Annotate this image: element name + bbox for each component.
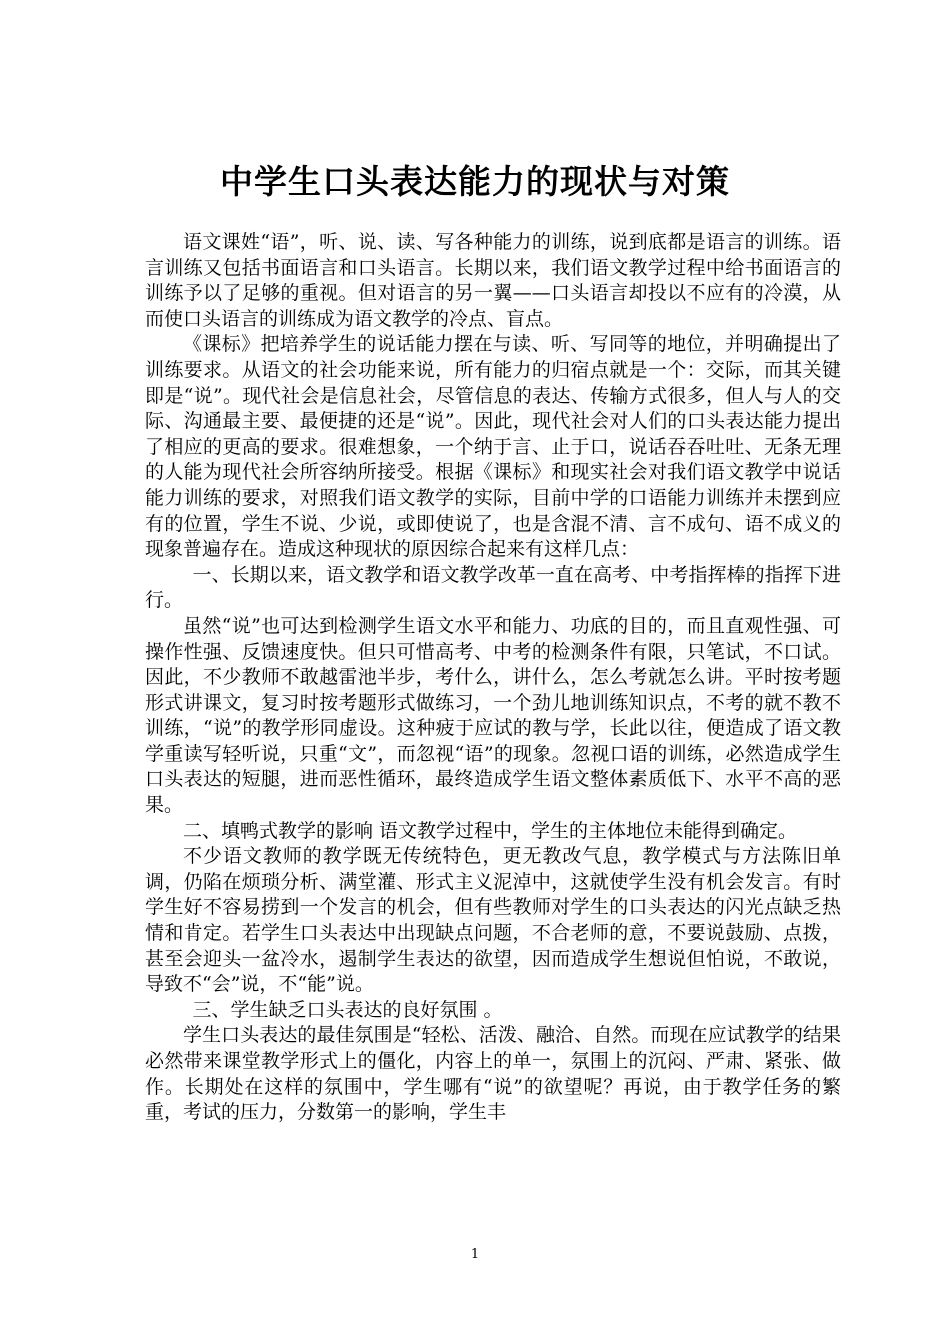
- section-heading-exam-driven: 一、长期以来，语文教学和语文教学改革一直在高考、中考指挥棒的指挥下进行。: [145, 563, 841, 612]
- document-title: 中学生口头表达能力的现状与对策: [220, 162, 730, 201]
- section-heading-atmosphere: 三、学生缺乏口头表达的良好氛围 。: [192, 998, 503, 1021]
- section-heading-spoon-feeding: 二、填鸭式教学的影响 语文教学过程中，学生的主体地位未能得到确定。: [183, 819, 798, 842]
- paragraph-exam-driven: 虽然“说”也可达到检测学生语文水平和能力、功底的目的，而且直观性强、可操作性强、反馈速度快。但只可惜高考、中考的检测条件有限，只笔试，不口试。因此，不少教师不敢越雷池半步，考什么，讲什么，怎么考就怎么讲。平时按考题形式讲课文，复习时按考题形式做练习，一个劲儿地训练知识点，不考的就不教不训练，“说”的教学形同虚设。这种疲于应试的教与学，长此以往，便造成了语文教学重读写轻听说，只重“文”，而忽视“语”的现象。忽视口语的训练，必然造成学生口头表达的短腿，进而恶性循环，最终造成学生语文整体素质低下、水平不高的恶果。: [145, 614, 841, 817]
- page-number: 1: [470, 1247, 480, 1262]
- document-body: [145, 230, 841, 1126]
- paragraph-atmosphere: 学生口头表达的最佳氛围是“轻松、活泼、融洽、自然。而现在应试教学的结果必然带来课堂教学形式上的僵化，内容上的单一，氛围上的沉闷、严肃、紧张、做作。长期处在这样的氛围中，学生哪有“说”的欲望呢？再说，由于教学任务的繁重，考试的压力，分数第一的影响，学生丰: [145, 1024, 841, 1124]
- paragraph-spoon-feeding: 不少语文教师的教学既无传统特色，更无教改气息，教学模式与方法陈旧单调，仍陷在烦琐分析、满堂灌、形式主义泥淖中，这就使学生没有机会发言。有时学生好不容易捞到一个发言的机会，但有些教师对学生的口头表达的闪光点缺乏热情和肯定。若学生口头表达中出现缺点问题，不合老师的意，不要说鼓励、点拨，甚至会迎头一盆冷水，遏制学生表达的欲望，因而造成学生想说但怕说，不敢说，导致不“会”说，不“能”说。: [145, 845, 841, 996]
- paragraph-intro: 语文课姓“语”，听、说、读、写各种能力的训练，说到底都是语言的训练。语言训练又包括书面语言和口头语言。长期以来，我们语文教学过程中给书面语言的训练予以了足够的重视。但对语言的另一翼——口头语言却投以不应有的冷漠，从而使口头语言的训练成为语文教学的冷点、盲点。: [145, 231, 841, 330]
- paragraph-curriculum-standard: 《课标》把培养学生的说话能力摆在与读、听、写同等的地位，并明确提出了训练要求。从语文的社会功能来说，所有能力的归宿点就是一个：交际，而其关键即是“说”。现代社会是信息社会，尽管信息的表达、传输方式很多，但人与人的交际、沟通最主要、最便捷的还是“说”。因此，现代社会对人们的口头表达能力提出了相应的更高的要求。很难想象，一个纳于言、止于口，说话吞吞吐吐、无条无理的人能为现代社会所容纳所接受。根据《课标》和现实社会对我们语文教学中说话能力训练的要求，对照我们语文教学的实际，目前中学的口语能力训练并未摆到应有的位置，学生不说、少说，或即使说了，也是含混不清、言不成句、语不成义的现象普遍存在。造成这种现状的原因综合起来有这样几点：: [145, 333, 841, 561]
